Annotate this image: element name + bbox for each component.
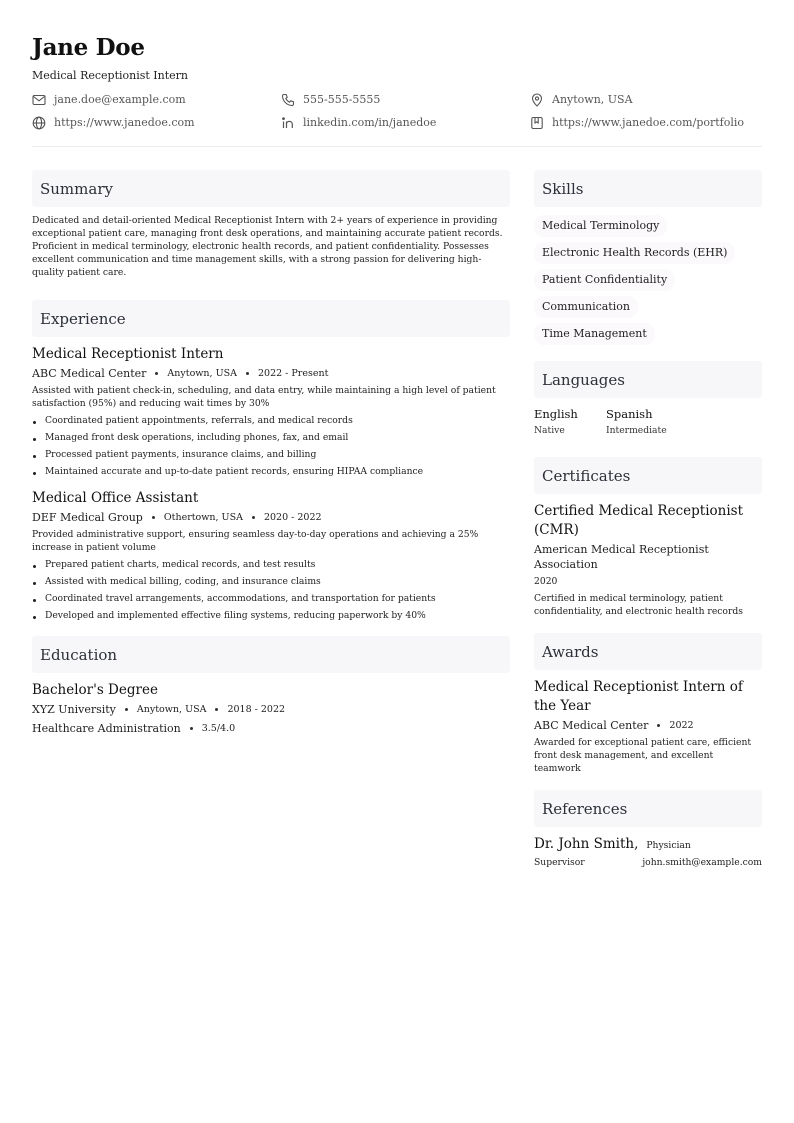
header-divider bbox=[32, 146, 762, 147]
job-dates: 2020 - 2022 bbox=[263, 512, 322, 523]
award-entry bbox=[534, 678, 762, 775]
job-title: Medical Office Assistant bbox=[32, 490, 199, 506]
job-bullet: Developed and implemented effective filing systems, reducing paperwork by 40% bbox=[32, 609, 510, 622]
skill-chip: Time Management bbox=[534, 323, 655, 345]
language-level: Intermediate bbox=[606, 425, 667, 436]
reference-name: Dr. John Smith, bbox=[534, 836, 639, 852]
certificate-title: Certified Medical Receptionist (CMR) bbox=[534, 503, 744, 538]
separator-dot bbox=[246, 372, 249, 375]
language-name: English bbox=[534, 407, 578, 421]
contact-phone-text: 555-555-5555 bbox=[303, 93, 381, 106]
award-description: Awarded for exceptional patient care, efficient front desk management, and excellent teamwork bbox=[534, 737, 752, 774]
award-meta bbox=[534, 718, 762, 733]
job-entry bbox=[32, 489, 510, 622]
job-company: DEF Medical Group bbox=[32, 511, 143, 524]
globe-icon bbox=[32, 116, 46, 130]
language-level: Native bbox=[534, 425, 565, 436]
resume-page bbox=[32, 32, 762, 868]
separator-dot bbox=[252, 516, 255, 519]
reference-row bbox=[534, 835, 762, 854]
job-location: Othertown, USA bbox=[163, 512, 243, 523]
education-gpa: 3.5/4.0 bbox=[201, 723, 236, 734]
separator-dot bbox=[215, 708, 218, 711]
languages-list bbox=[534, 406, 762, 437]
summary-heading: Summary bbox=[32, 170, 510, 207]
certificate-year: 2020 bbox=[534, 576, 558, 587]
job-bullet: Coordinated travel arrangements, accommodations, and transportation for patients bbox=[32, 592, 510, 605]
job-title: Medical Receptionist Intern bbox=[32, 346, 224, 362]
candidate-role: Medical Receptionist Intern bbox=[32, 69, 188, 82]
job-bullet: Processed patient payments, insurance claims, and billing bbox=[32, 448, 510, 461]
phone-icon bbox=[281, 93, 295, 107]
contact-list bbox=[32, 92, 762, 130]
education-school: XYZ University bbox=[32, 703, 116, 716]
separator-dot bbox=[152, 516, 155, 519]
job-bullets bbox=[32, 414, 510, 478]
job-bullet: Prepared patient charts, medical records, and test results bbox=[32, 558, 510, 571]
reference-relation: Supervisor bbox=[534, 857, 585, 868]
separator-dot bbox=[155, 372, 158, 375]
contact-portfolio[interactable] bbox=[530, 115, 762, 130]
language-item bbox=[606, 406, 706, 437]
reference-entry bbox=[534, 835, 762, 869]
education-field: Healthcare Administration bbox=[32, 722, 181, 735]
contact-website[interactable] bbox=[32, 115, 281, 130]
job-location: Anytown, USA bbox=[167, 368, 237, 379]
education-entry bbox=[32, 681, 510, 736]
education-meta bbox=[32, 702, 510, 717]
award-year: 2022 bbox=[669, 720, 694, 731]
skill-chip: Patient Confidentiality bbox=[534, 269, 675, 291]
awards-heading: Awards bbox=[534, 633, 762, 670]
job-entry bbox=[32, 345, 510, 478]
contact-location-text: Anytown, USA bbox=[552, 93, 633, 106]
contact-email-text: jane.doe@example.com bbox=[54, 93, 186, 106]
job-description: Assisted with patient check-in, scheduling, and data entry, while maintaining a high level of patient satisfaction (95%) and reducing wait times by 30% bbox=[32, 385, 496, 409]
bookmark-icon bbox=[530, 116, 544, 130]
skill-chip: Electronic Health Records (EHR) bbox=[534, 242, 735, 264]
certificates-heading: Certificates bbox=[534, 457, 762, 494]
contact-linkedin[interactable] bbox=[281, 115, 530, 130]
award-issuer: ABC Medical Center bbox=[534, 719, 649, 732]
education-heading: Education bbox=[32, 636, 510, 673]
linkedin-icon bbox=[281, 116, 295, 130]
job-bullet: Coordinated patient appointments, referrals, and medical records bbox=[32, 414, 510, 427]
reference-title: Physician bbox=[646, 840, 691, 851]
experience-heading: Experience bbox=[32, 300, 510, 337]
job-dates: 2022 - Present bbox=[257, 368, 329, 379]
skills-list bbox=[534, 215, 762, 345]
separator-dot bbox=[657, 724, 660, 727]
job-bullets bbox=[32, 558, 510, 622]
job-bullet: Assisted with medical billing, coding, and insurance claims bbox=[32, 575, 510, 588]
right-column bbox=[534, 170, 762, 869]
job-description: Provided administrative support, ensuring seamless day-to-day operations and achieving a 25% increase in patient volume bbox=[32, 529, 479, 553]
certificate-entry bbox=[534, 502, 762, 618]
references-heading: References bbox=[534, 790, 762, 827]
skill-chip: Medical Terminology bbox=[534, 215, 667, 237]
education-dates: 2018 - 2022 bbox=[227, 704, 286, 715]
mail-icon bbox=[32, 93, 46, 107]
skills-heading: Skills bbox=[534, 170, 762, 207]
language-item bbox=[534, 406, 606, 437]
award-title: Medical Receptionist Intern of the Year bbox=[534, 679, 743, 714]
resume-header bbox=[32, 32, 762, 147]
skill-chip: Communication bbox=[534, 296, 638, 318]
summary-text: Dedicated and detail-oriented Medical Receptionist Intern with 2+ years of experience in providing exceptional patient care, managing front desk operations, and maintaining accurate patient records. Proficient in medical terminology, electronic health records, and patient confidentiality. Possesses excellent communication and time management skills, with a strong passion for delivering high-quality patient care. bbox=[32, 215, 503, 278]
languages-heading: Languages bbox=[534, 361, 762, 398]
education-location: Anytown, USA bbox=[136, 704, 207, 715]
left-column bbox=[32, 170, 510, 736]
reference-row bbox=[534, 856, 762, 869]
education-degree: Bachelor's Degree bbox=[32, 682, 158, 698]
job-meta bbox=[32, 366, 510, 381]
contact-phone[interactable] bbox=[281, 92, 530, 107]
candidate-name: Jane Doe bbox=[32, 34, 145, 61]
contact-linkedin-text: linkedin.com/in/janedoe bbox=[303, 116, 437, 129]
reference-email[interactable]: john.smith@example.com bbox=[642, 857, 762, 868]
separator-dot bbox=[190, 727, 193, 730]
map-pin-icon bbox=[530, 93, 544, 107]
certificate-issuer: American Medical Receptionist Association bbox=[534, 543, 709, 571]
language-name: Spanish bbox=[606, 407, 653, 421]
certificate-description: Certified in medical terminology, patient confidentiality, and electronic health records bbox=[534, 593, 743, 617]
job-bullet: Maintained accurate and up-to-date patient records, ensuring HIPAA compliance bbox=[32, 465, 510, 478]
separator-dot bbox=[125, 708, 128, 711]
job-meta bbox=[32, 510, 510, 525]
contact-portfolio-text: https://www.janedoe.com/portfolio bbox=[552, 116, 745, 129]
education-field-meta bbox=[32, 721, 510, 736]
contact-website-text: https://www.janedoe.com bbox=[54, 116, 195, 129]
contact-location bbox=[530, 92, 762, 107]
contact-email[interactable] bbox=[32, 92, 281, 107]
job-bullet: Managed front desk operations, including phones, fax, and email bbox=[32, 431, 510, 444]
job-company: ABC Medical Center bbox=[32, 367, 147, 380]
